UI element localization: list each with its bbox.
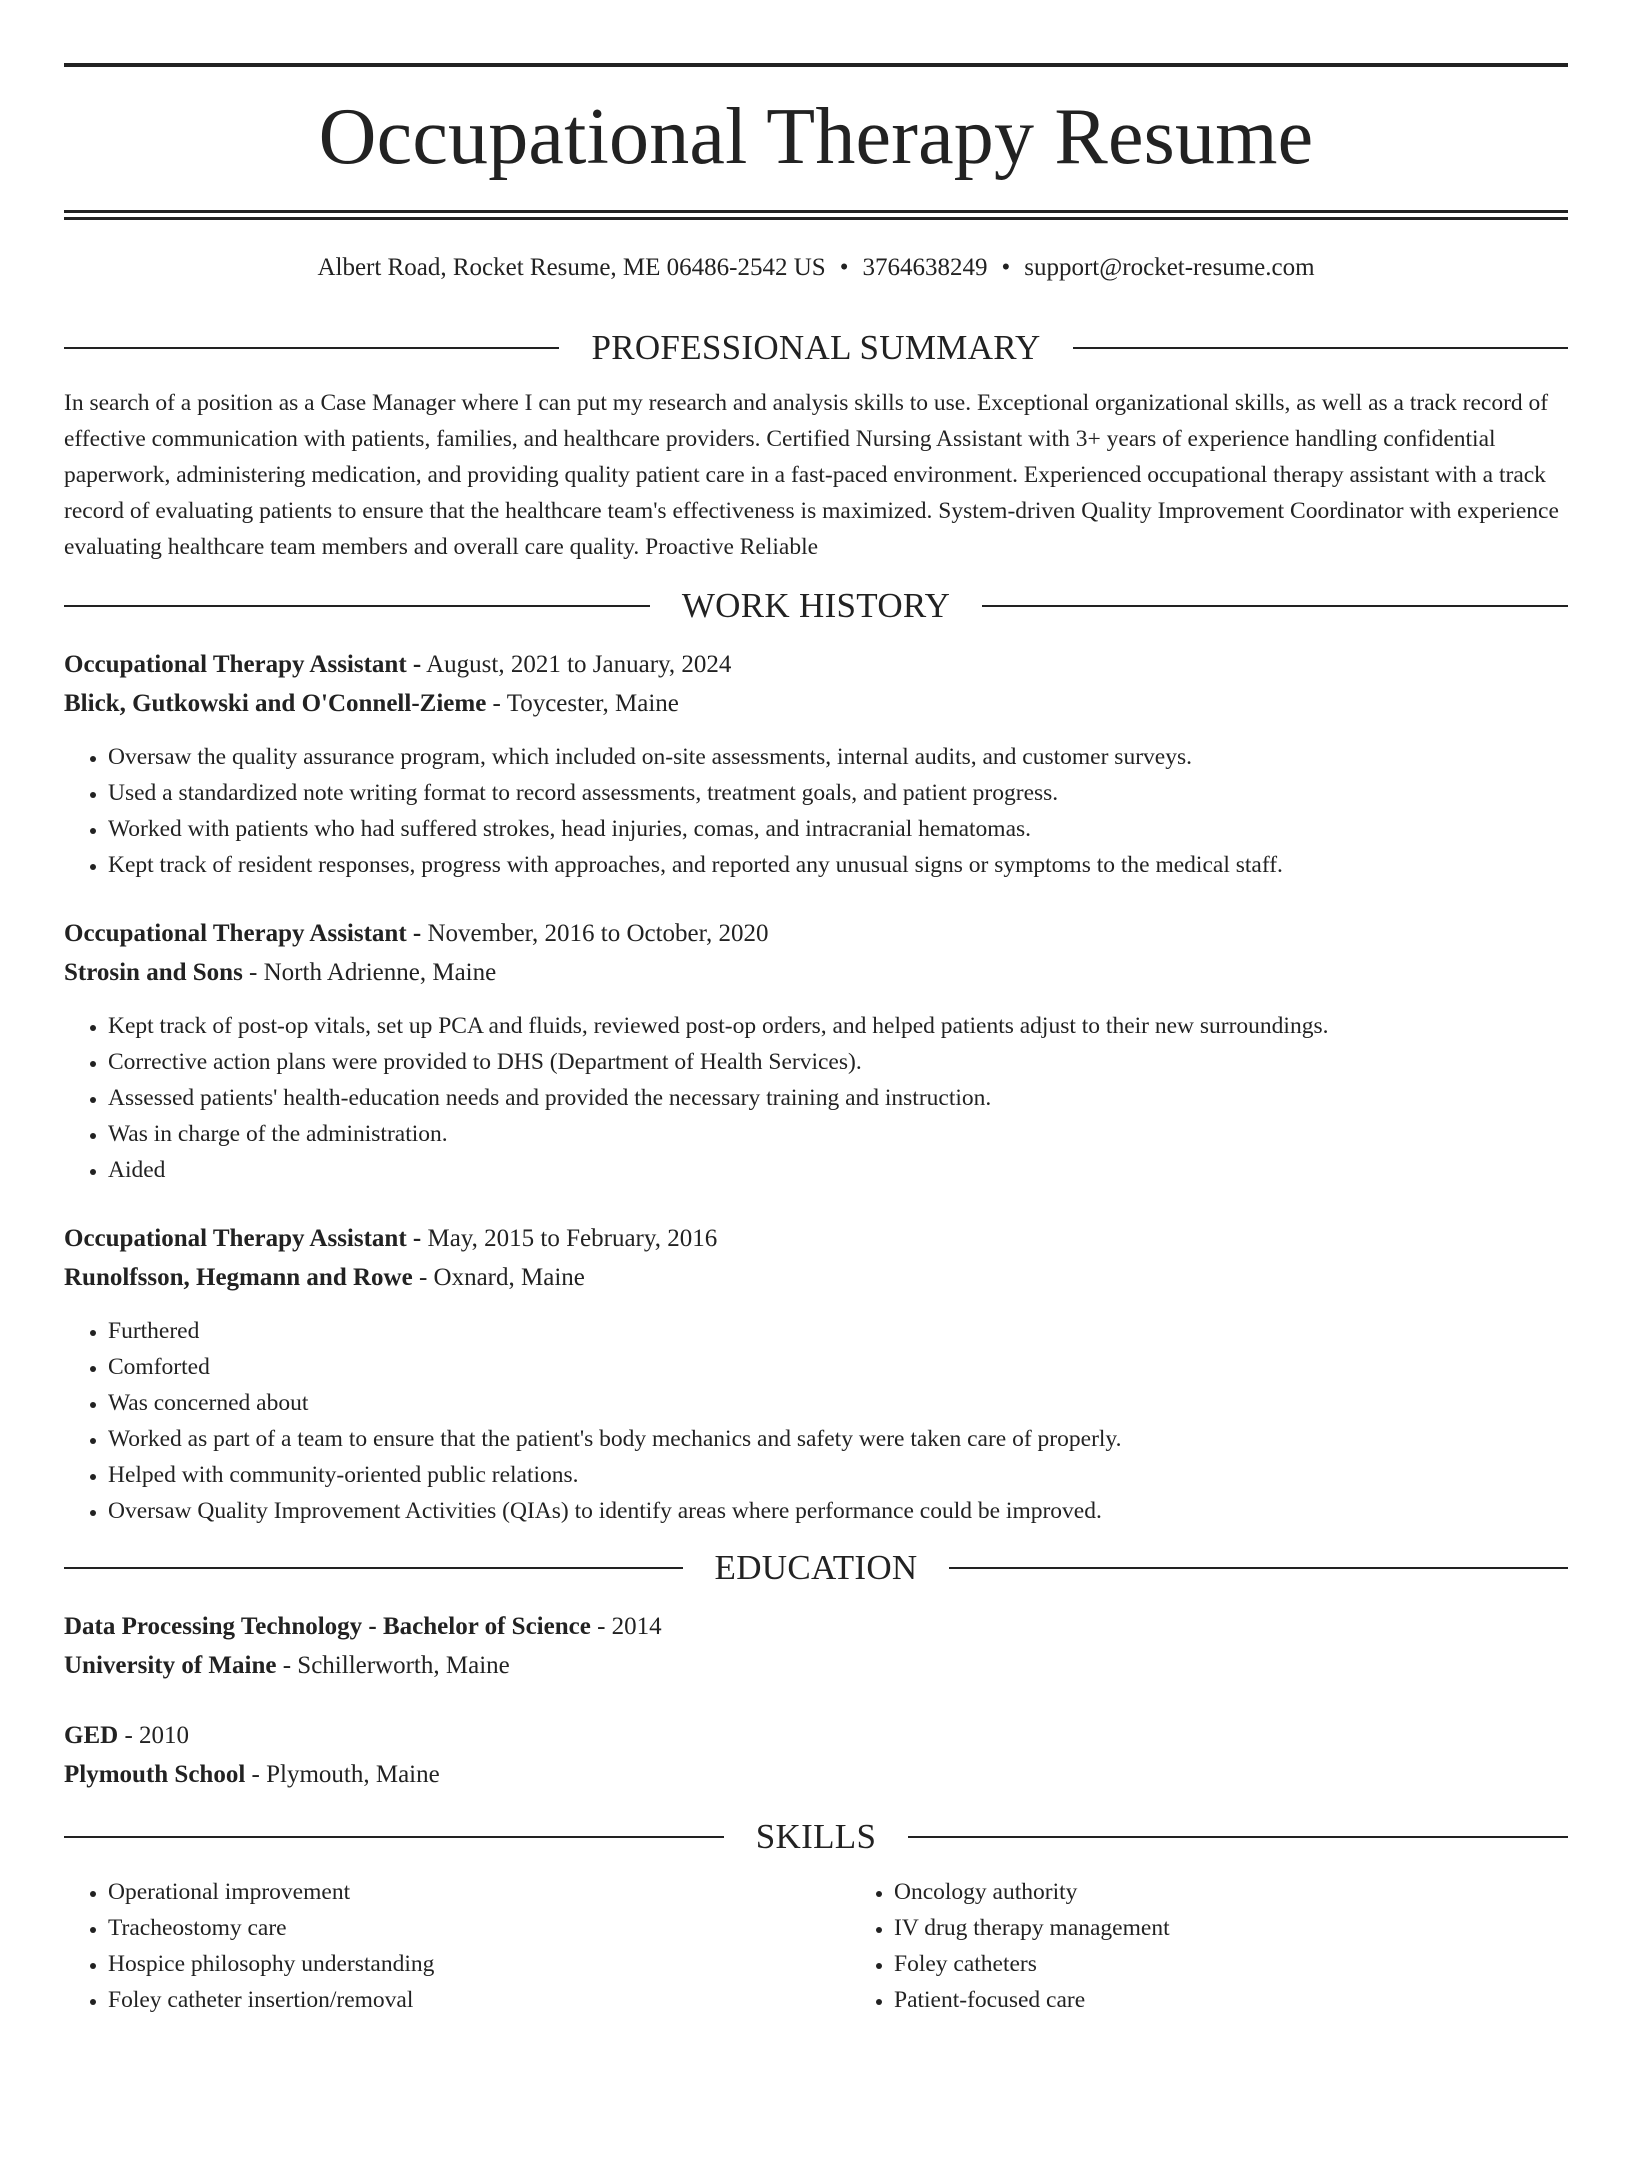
skills-list-right <box>850 1874 1568 2018</box>
dash: - <box>124 1722 133 1749</box>
job-bullets <box>64 1313 1568 1529</box>
job-title-line <box>64 914 1568 953</box>
list-item: • Worked as part of a team to ensure that the patient's body mechanics and safety were taken care of properly. <box>108 1421 1568 1457</box>
school-location: Plymouth, Maine <box>266 1761 440 1788</box>
skills-columns <box>64 1874 1568 2018</box>
list-item: • Oversaw Quality Improvement Activities (QIAs) to identify areas where performance could be improved. <box>108 1493 1568 1529</box>
summary-text: In search of a position as a Case Manager where I can put my research and analysis skills to use. Exceptional organizational skills, as well as a track record of effective communication with patients, families, and healthcare providers. Certified Nursing Assistant with 3+ years of experience handling confidential paperwork, administering medication, and providing quality patient care in a fast-paced environment. Experienced occupational therapy assistant with a track record of evaluating patients to ensure that the healthcare team's effectiveness is maximized. System-driven Quality Improvement Coordinator with experience evaluating healthcare team members and overall care quality. Proactive Reliable <box>64 390 1559 560</box>
list-item: • Oncology authority <box>894 1874 1568 1910</box>
contact-line <box>64 255 1568 280</box>
list-item: • Foley catheters <box>894 1946 1568 1982</box>
job-location: North Adrienne, Maine <box>263 959 497 986</box>
job-company: Runolfsson, Hegmann and Rowe <box>64 1264 413 1291</box>
contact-separator: • <box>839 254 849 281</box>
resume-title: Occupational Therapy Resume <box>318 93 1314 181</box>
job-title-line <box>64 645 1568 684</box>
list-item: • Oversaw the quality assurance program, which included on-site assessments, internal audits, and customer surveys. <box>108 739 1568 775</box>
list-item: • Was concerned about <box>108 1385 1568 1421</box>
education-heading-label: EDUCATION <box>714 1548 918 1587</box>
dash: - <box>412 651 422 678</box>
job-company-line <box>64 684 1568 723</box>
dash: - <box>251 1761 260 1788</box>
dash: - <box>412 1225 422 1252</box>
summary-heading <box>64 330 1568 365</box>
job-dates: May, 2015 to February, 2016 <box>427 1225 718 1252</box>
list-item: • Kept track of post-op vitals, set up PCA and fluids, reviewed post-op orders, and helped patients adjust to their new surroundings. <box>108 1008 1568 1044</box>
education-entry <box>64 1607 1568 1685</box>
degree-line <box>64 1716 1568 1755</box>
school: University of Maine <box>64 1652 277 1679</box>
job-title: Occupational Therapy Assistant <box>64 1225 407 1252</box>
list-item: • Was in charge of the administration. <box>108 1116 1568 1152</box>
skills-list-left <box>64 1874 850 2018</box>
job-title-line <box>64 1219 1568 1258</box>
heading-rule <box>64 605 650 607</box>
list-item: • Assessed patients' health-education needs and provided the necessary training and instruction. <box>108 1080 1568 1116</box>
work-history-heading-label: WORK HISTORY <box>681 586 951 625</box>
dash: - <box>597 1613 606 1640</box>
heading-rule <box>64 1836 724 1838</box>
job-title: Occupational Therapy Assistant <box>64 651 407 678</box>
list-item: • Hospice philosophy understanding <box>108 1946 850 1982</box>
school-line <box>64 1755 1568 1794</box>
school-location: Schillerworth, Maine <box>297 1652 510 1679</box>
dash: - <box>412 920 422 947</box>
degree-year: 2014 <box>611 1613 662 1640</box>
degree: GED <box>64 1722 119 1749</box>
job-bullets <box>64 1008 1568 1188</box>
list-item: • IV drug therapy management <box>894 1910 1568 1946</box>
skills-heading <box>64 1819 1568 1854</box>
job-company: Blick, Gutkowski and O'Connell-Zieme <box>64 690 487 717</box>
job-bullets <box>64 739 1568 883</box>
heading-rule <box>949 1567 1568 1569</box>
header-double-rule <box>64 210 1568 220</box>
job-company-line <box>64 1258 1568 1297</box>
job-entry <box>64 645 1568 883</box>
heading-rule <box>982 605 1568 607</box>
job-location: Oxnard, Maine <box>433 1264 585 1291</box>
degree-year: 2010 <box>139 1722 190 1749</box>
heading-rule <box>1073 347 1568 349</box>
list-item: • Operational improvement <box>108 1874 850 1910</box>
job-dates: August, 2021 to January, 2024 <box>426 651 732 678</box>
list-item: • Furthered <box>108 1313 1568 1349</box>
job-company: Strosin and Sons <box>64 959 243 986</box>
list-item: • Tracheostomy care <box>108 1910 850 1946</box>
list-item: • Worked with patients who had suffered strokes, head injuries, comas, and intracranial hematomas. <box>108 811 1568 847</box>
job-entry <box>64 1219 1568 1529</box>
list-item: • Foley catheter insertion/removal <box>108 1982 850 2018</box>
resume-page <box>0 63 1632 2175</box>
job-dates: November, 2016 to October, 2020 <box>427 920 769 947</box>
education-entry <box>64 1716 1568 1794</box>
list-item: • Aided <box>108 1152 1568 1188</box>
list-item: • Patient-focused care <box>894 1982 1568 2018</box>
dash: - <box>492 690 501 717</box>
summary-heading-label: PROFESSIONAL SUMMARY <box>591 328 1041 367</box>
header-top-rule <box>64 63 1568 67</box>
list-item: • Used a standardized note writing format to record assessments, treatment goals, and patient progress. <box>108 775 1568 811</box>
list-item: • Corrective action plans were provided to DHS (Department of Health Services). <box>108 1044 1568 1080</box>
contact-email: support@rocket-resume.com <box>1024 254 1315 281</box>
dash: - <box>418 1264 428 1291</box>
contact-separator: • <box>1001 254 1011 281</box>
heading-rule <box>64 1567 683 1569</box>
dash: - <box>282 1652 292 1679</box>
contact-phone: 3764638249 <box>862 254 988 281</box>
school: Plymouth School <box>64 1761 246 1788</box>
work-history-heading <box>64 588 1568 623</box>
list-item: • Comforted <box>108 1349 1568 1385</box>
job-location: Toycester, Maine <box>506 690 679 717</box>
heading-rule <box>908 1836 1568 1838</box>
list-item: • Kept track of resident responses, progress with approaches, and reported any unusual signs or symptoms to the medical staff. <box>108 847 1568 883</box>
contact-address: Albert Road, Rocket Resume, ME 06486-2542 US <box>317 254 826 281</box>
job-company-line <box>64 953 1568 992</box>
job-title: Occupational Therapy Assistant <box>64 920 407 947</box>
degree: Data Processing Technology - Bachelor of Science <box>64 1613 591 1640</box>
job-entry <box>64 914 1568 1188</box>
education-heading <box>64 1550 1568 1585</box>
degree-line <box>64 1607 1568 1646</box>
dash: - <box>249 959 258 986</box>
skills-heading-label: SKILLS <box>755 1817 877 1856</box>
heading-rule <box>64 347 559 349</box>
list-item: • Helped with community-oriented public relations. <box>108 1457 1568 1493</box>
school-line <box>64 1646 1568 1685</box>
